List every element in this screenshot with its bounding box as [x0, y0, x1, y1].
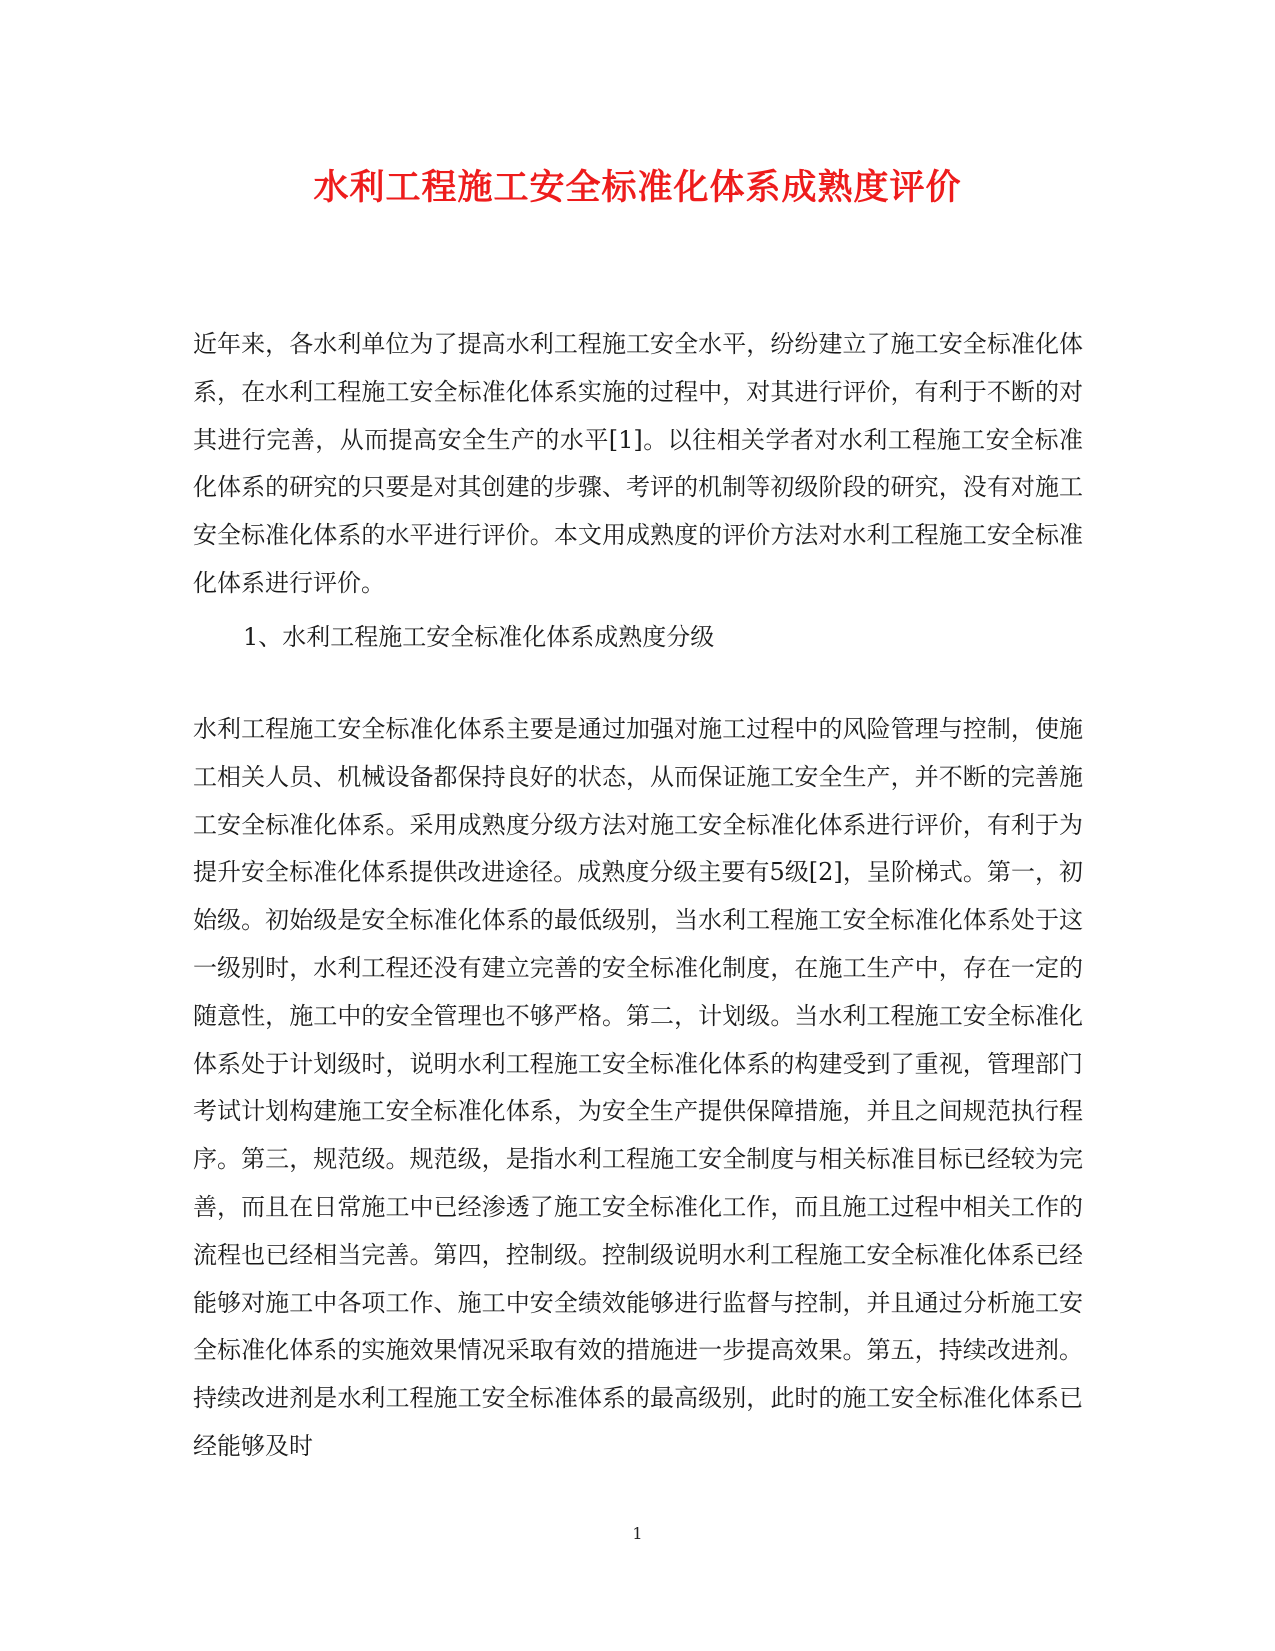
intro-paragraph: 近年来，各水利单位为了提高水利工程施工安全水平，纷纷建立了施工安全标准化体系，在水利工程施工安全标准化体系实施的过程中，对其进行评价，有利于不断的对其进行完善，从而提高安全生产的水平[1]。以往相关学者对水利工程施工安全标准化体系的研究的只要是对其创建的步骤、考评的机制等初级阶段的研究，没有对施工安全标准化体系的水平进行评价。本文用成熟度的评价方法对水利工程施工安全标准化体系进行评价。 [193, 330, 1083, 597]
page-number: 1 [632, 1524, 643, 1543]
body-paragraph: 水利工程施工安全标准化体系主要是通过加强对施工过程中的风险管理与控制，使施工相关人员、机械设备都保持良好的状态，从而保证施工安全生产，并不断的完善施工安全标准化体系。采用成熟度分级方法对施工安全标准化体系进行评价，有利于为提升安全标准化体系提供改进途径。成熟度分级主要有5级[2]，呈阶梯式。第一，初始级。初始级是安全标准化体系的最低级别，当水利工程施工安全标准化体系处于这一级别时，水利工程还没有建立完善的安全标准化制度，在施工生产中，存在一定的随意性，施工中的安全管理也不够严格。第二，计划级。当水利工程施工安全标准化体系处于计划级时，说明水利工程施工安全标准化体系的构建受到了重视，管理部门考试计划构建施工安全标准化体系，为安全生产提供保障措施，并且之间规范执行程序。第三，规范级。规范级，是指水利工程施工安全制度与相关标准目标已经较为完善，而且在日常施工中已经渗透了施工安全标准化工作，而且施工过程中相关工作的流程也已经相当完善。第四，控制级。控制级说明水利工程施工安全标准化体系已经能够对施工中各项工作、施工中安全绩效能够进行监督与控制，并且通过分析施工安全标准化体系的实施效果情况采取有效的措施进一步提高效果。第五，持续改进剂。持续改进剂是水利工程施工安全标准体系的最高级别，此时的施工安全标准化体系已经能够及时 [193, 715, 1083, 1460]
section-heading: 1、水利工程施工安全标准化体系成熟度分级 [243, 623, 715, 651]
document-title: 水利工程施工安全标准化体系成熟度评价 [313, 167, 962, 208]
